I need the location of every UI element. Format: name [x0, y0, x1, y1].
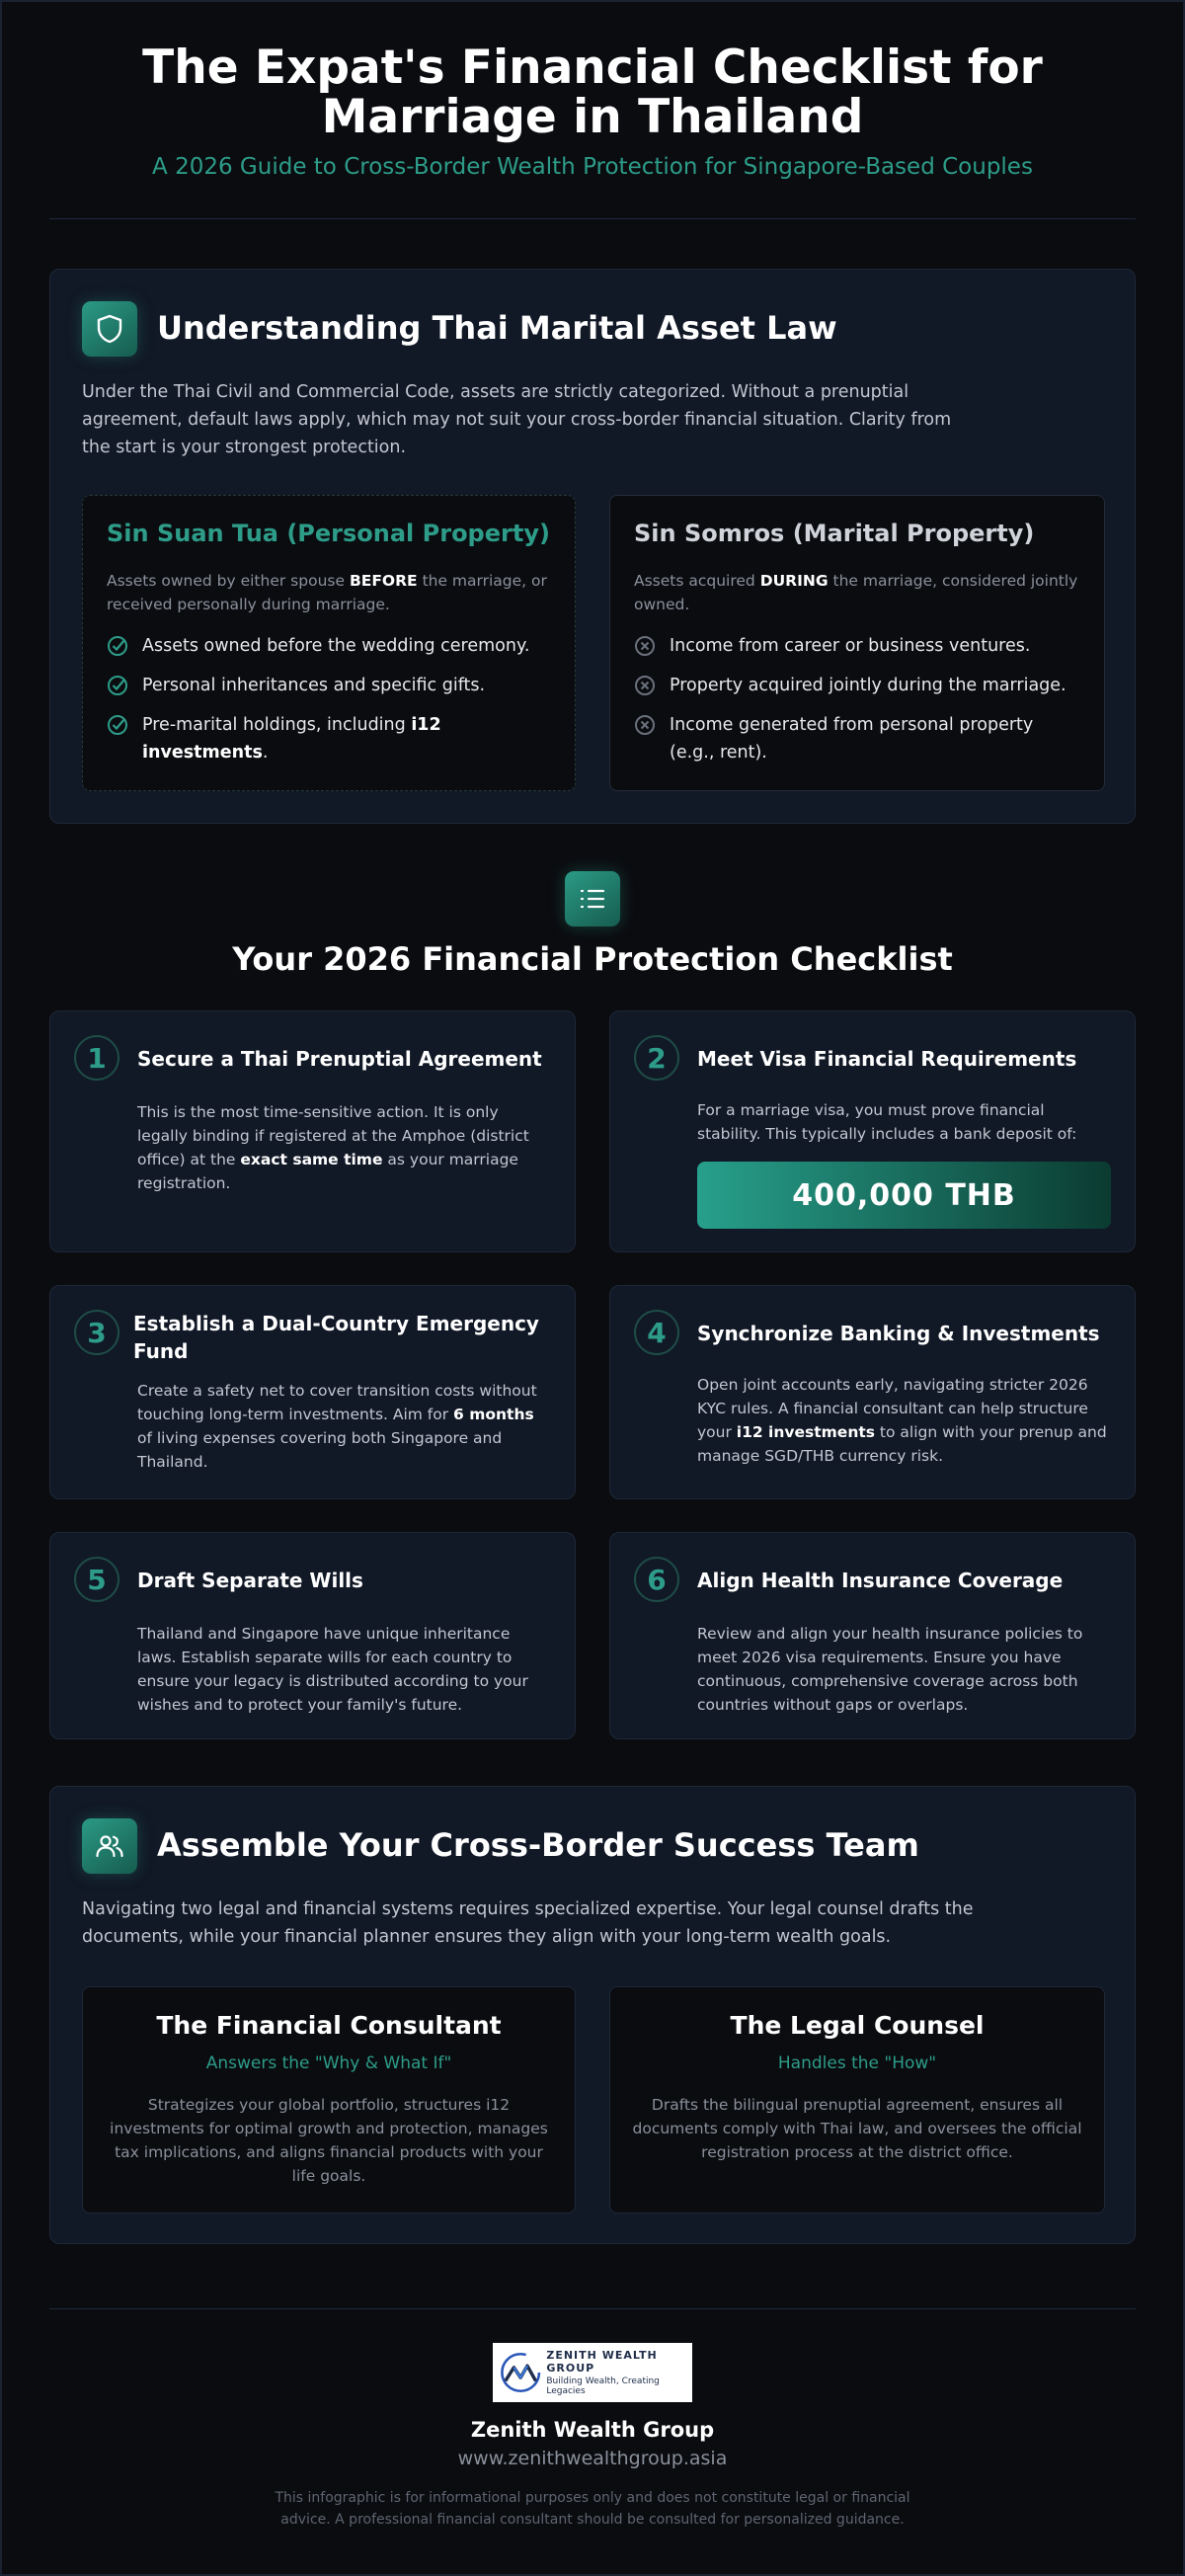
brand-name: Zenith Wealth Group	[470, 2418, 715, 2442]
counsel-desc: Drafts the bilingual prenuptial agreement, ensures all documents comply with Thai law, and oversees the official registration process at the district office.	[632, 2096, 1082, 2161]
marital-property-card	[609, 495, 1105, 791]
marital-property-desc: Assets acquired DURING the marriage, considered jointly owned.	[634, 572, 1078, 613]
logo-mark-icon	[499, 2347, 542, 2398]
consultant-role: Answers the "Why & What If"	[205, 2053, 452, 2073]
team-section	[49, 1786, 1136, 2244]
step-number: 5	[74, 1557, 119, 1602]
company-logo	[493, 2343, 692, 2402]
step-text: This is the most time-sensitive action. It is only legally binding if registered at the Amphoe (district office) at the exact same time as your marriage registration.	[137, 1103, 529, 1192]
check-circle-icon	[107, 675, 128, 696]
page-subtitle: A 2026 Guide to Cross-Border Wealth Protection for Singapore-Based Couples	[152, 154, 1033, 180]
logo-tagline: Building Wealth, Creating Legacies	[546, 2376, 660, 2396]
personal-property-desc: Assets owned by either spouse BEFORE the marriage, or received personally during marriage.	[107, 572, 547, 613]
law-intro: Under the Thai Civil and Commercial Code, assets are strictly categorized. Without a prenuptial agreement, default laws apply, which may not suit your cross-border financial situation. Clarity from the start is your strongest protection.	[82, 382, 952, 457]
step-title: Establish a Dual-Country Emergency Fund	[133, 1312, 539, 1363]
step-number: 2	[634, 1035, 679, 1081]
x-circle-icon	[634, 635, 656, 657]
deposit-amount: 400,000 THB	[697, 1162, 1111, 1229]
step-title: Secure a Thai Prenuptial Agreement	[137, 1047, 542, 1071]
page-title	[49, 40, 1136, 144]
check-circle-icon	[107, 635, 128, 657]
personal-property-list	[107, 632, 551, 766]
disclaimer: This infographic is for informational purposes only and does not constitute legal or financial advice. A professional financial consultant should be consulted for personalized guidance.	[275, 2490, 910, 2528]
counsel-title: The Legal Counsel	[730, 2011, 985, 2040]
footer-divider	[49, 2308, 1136, 2309]
title-line-1: The Expat's Financial Checklist for	[142, 40, 1043, 95]
law-section	[49, 269, 1136, 824]
law-title: Understanding Thai Marital Asset Law	[157, 309, 837, 347]
counsel-role: Handles the "How"	[777, 2053, 937, 2073]
step-number: 4	[634, 1310, 679, 1355]
step-text: Create a safety net to cover transition costs without touching long-term investments. Aim for 6 months of living expenses covering both Singapore and Thailand.	[137, 1382, 537, 1471]
step-text: Open joint accounts early, navigating stricter 2026 KYC rules. A financial consultant can help structure your i12 investments to align with your prenup and manage SGD/THB currency risk.	[697, 1376, 1107, 1465]
list-item: Income generated from personal property (e.g., rent).	[634, 711, 1080, 766]
step-title: Synchronize Banking & Investments	[697, 1322, 1100, 1345]
title-line-2: Marriage in Thailand	[321, 90, 864, 144]
step-number: 6	[634, 1557, 679, 1602]
x-circle-icon	[634, 675, 656, 696]
step-card-5	[49, 1532, 576, 1739]
x-circle-icon	[634, 714, 656, 736]
step-text: Thailand and Singapore have unique inheritance laws. Establish separate wills for each country to ensure your legacy is distributed according to your wishes and to protect your family's future.	[137, 1625, 528, 1714]
step-card-3	[49, 1285, 576, 1499]
personal-property-title: Sin Suan Tua (Personal Property)	[107, 520, 550, 547]
list-item: Pre-marital holdings, including i12 investments.	[107, 711, 551, 766]
step-number: 3	[74, 1310, 119, 1355]
marital-property-list	[634, 632, 1080, 766]
list-item: Property acquired jointly during the marriage.	[634, 672, 1080, 699]
check-circle-icon	[107, 714, 128, 736]
legal-counsel-card	[609, 1986, 1105, 2214]
team-title: Assemble Your Cross-Border Success Team	[157, 1826, 919, 1864]
list-icon	[565, 871, 620, 926]
consultant-title: The Financial Consultant	[156, 2011, 502, 2040]
step-text: For a marriage visa, you must prove financial stability. This typically includes a bank deposit of:	[697, 1101, 1077, 1143]
step-text: Review and align your health insurance policies to meet 2026 visa requirements. Ensure you have continuous, comprehensive coverage across both countries without gaps or overlaps.	[697, 1625, 1083, 1714]
header-divider	[49, 218, 1136, 219]
website-link[interactable]: www.zenithwealthgroup.asia	[457, 2448, 728, 2469]
marital-property-title: Sin Somros (Marital Property)	[634, 520, 1035, 547]
list-item: Income from career or business ventures.	[634, 632, 1080, 660]
step-number: 1	[74, 1035, 119, 1081]
hero-header	[49, 40, 1136, 180]
step-title: Align Health Insurance Coverage	[697, 1569, 1064, 1592]
step-card-6	[609, 1532, 1136, 1739]
personal-property-card	[82, 495, 576, 791]
checklist-title: Your 2026 Financial Protection Checklist	[232, 940, 953, 978]
step-card-2	[609, 1010, 1136, 1252]
step-card-1	[49, 1010, 576, 1252]
list-item: Personal inheritances and specific gifts.	[107, 672, 551, 699]
step-card-4	[609, 1285, 1136, 1499]
step-title: Draft Separate Wills	[137, 1569, 363, 1592]
consultant-desc: Strategizes your global portfolio, structures i12 investments for optimal growth and protection, manages tax implications, and aligns financial products with your life goals.	[110, 2096, 548, 2185]
team-intro: Navigating two legal and financial systems requires specialized expertise. Your legal counsel drafts the documents, while your financial planner ensures they align with your long-term wealth goals.	[82, 1899, 974, 1947]
shield-icon	[82, 301, 137, 357]
list-item: Assets owned before the wedding ceremony.	[107, 632, 551, 660]
logo-text: ZENITH WEALTH GROUP	[546, 2349, 658, 2375]
users-icon	[82, 1818, 137, 1874]
step-title: Meet Visa Financial Requirements	[697, 1047, 1077, 1071]
financial-consultant-card	[82, 1986, 576, 2214]
